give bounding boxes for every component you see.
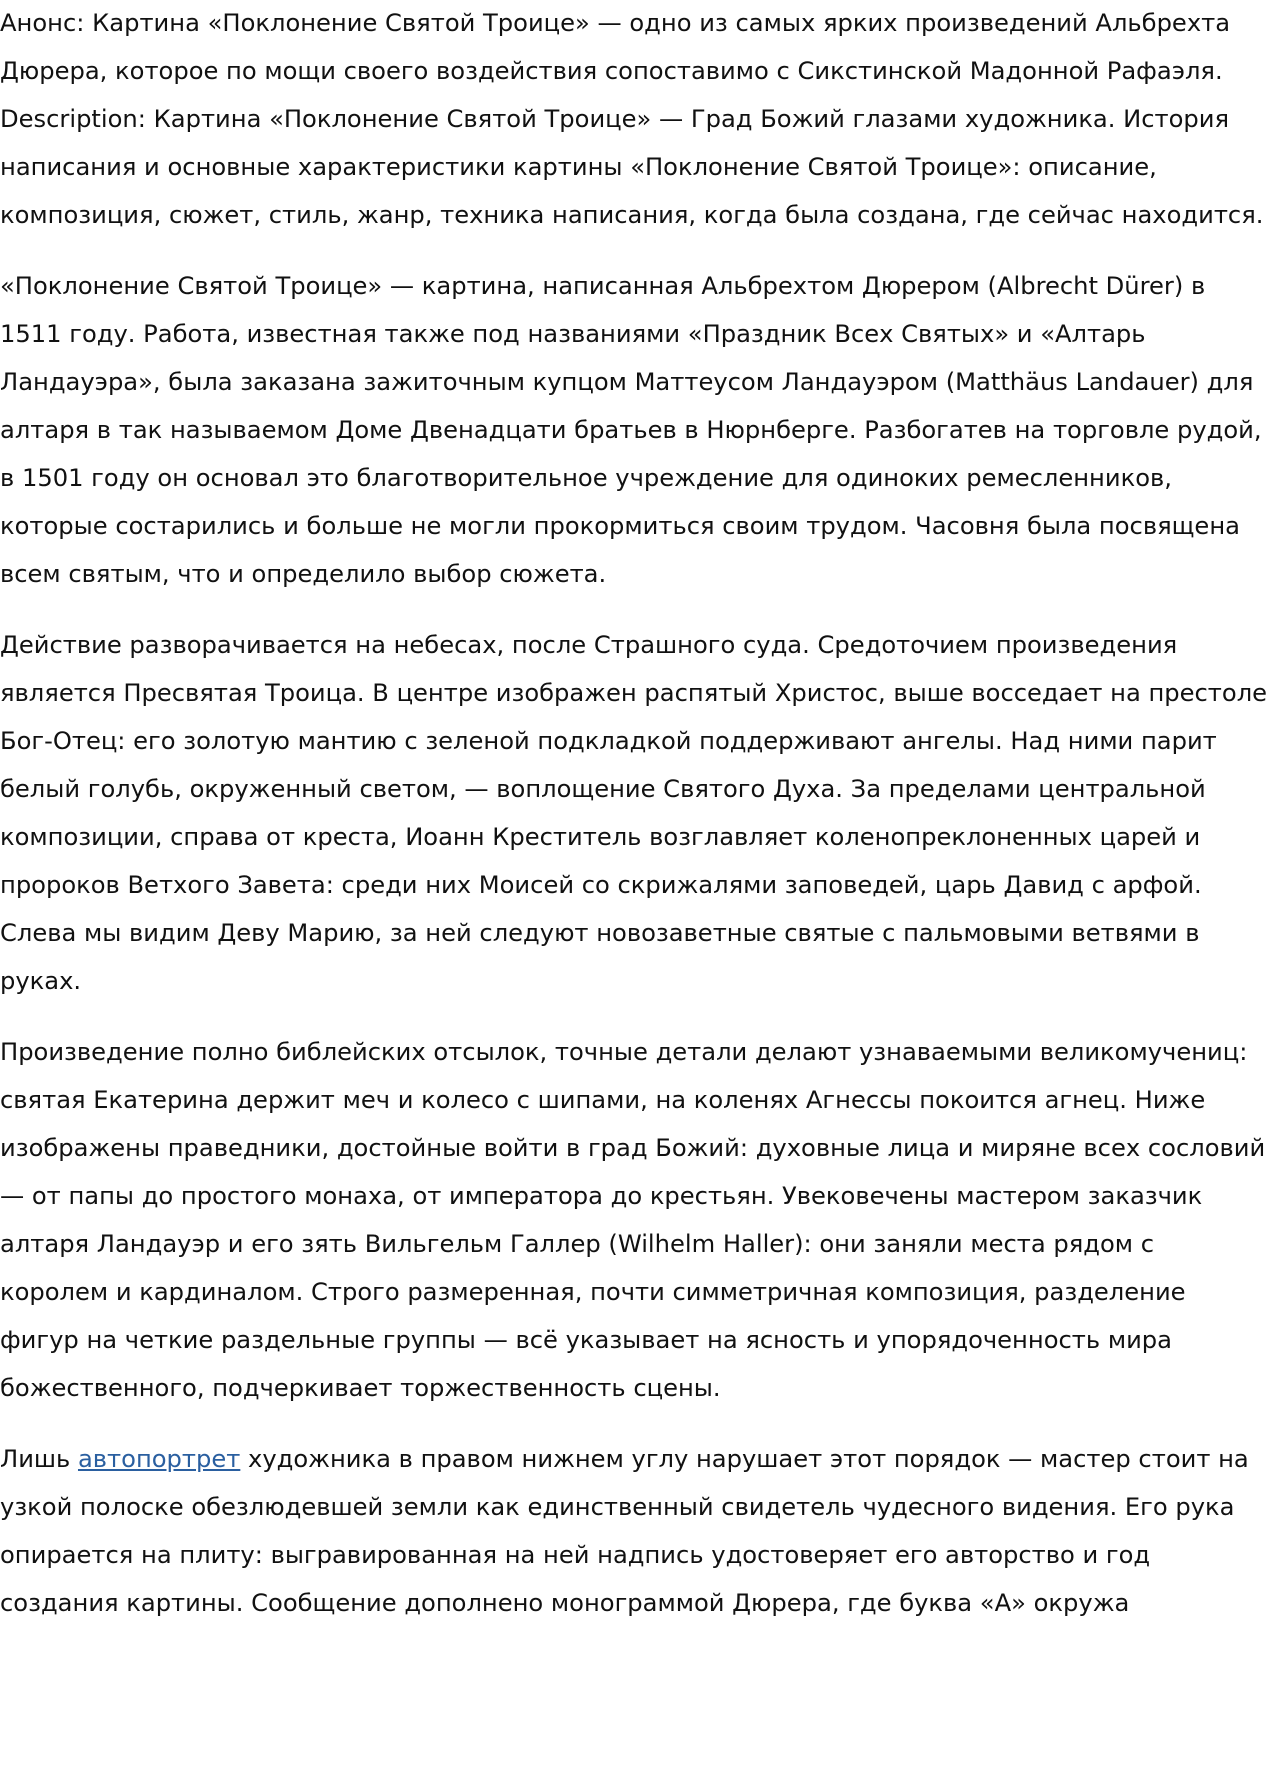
self-portrait-paragraph — [0, 1435, 1268, 1627]
details-paragraph: Произведение полно библейских отсылок, точные детали делают узнаваемыми великомучениц: святая Екатерина держит меч и колесо с шипами, на коленях Агнессы покоится агнец. Ниже изображены праведники, достойные войти в град Божий: духовные лица и миряне всех сословий — от папы до простого монаха, от императора до крестьян. Увековечены мастером заказчик алтаря Ландауэр и его зять Вильгельм Галлер (Wilhelm Haller): они заняли места рядом с королем и кардиналом. Строго размеренная, почти симметричная композиция, разделение фигур на четкие раздельные группы — всё указывает на ясность и упорядоченность мира божественного, подчеркивает торжественность сцены. — [0, 1038, 1266, 1402]
composition-paragraph: Действие разворачивается на небесах, после Страшного суда. Средоточием произведения является Пресвятая Троица. В центре изображен распятый Христос, выше восседает на престоле Бог-Отец: его золотую мантию с зеленой подкладкой поддерживают ангелы. Над ними парит белый голубь, окруженный светом, — воплощение Святого Духа. За пределами центральной композиции, справа от креста, Иоанн Креститель возглавляет коленопреклоненных царей и пророков Ветхого Завета: среди них Моисей со скрижалями заповедей, царь Давид с арфой. Слева мы видим Деву Марию, за ней следуют новозаветные святые с пальмовыми ветвями в руках. — [0, 631, 1268, 995]
history-paragraph: «Поклонение Святой Троице» — картина, написанная Альбрехтом Дюрером (Albrecht Dürer) в 1511 году. Работа, известная также под названиями «Праздник Всех Святых» и «Алтарь Ландауэра», была заказана зажиточным купцом Маттеусом Ландауэром (Matthäus Landauer) для алтаря в так называемом Доме Двенадцати братьев в Нюрнберге. Разбогатев на торговле рудой, в 1501 году он основал это благотворительное учреждение для одиноких ремесленников, которые состарились и больше не могли прокормиться своим трудом. Часовня была посвящена всем святым, что и определило выбор сюжета. — [0, 272, 1262, 588]
self-portrait-text-before: Лишь — [0, 1445, 78, 1473]
self-portrait-text-after: художника в правом нижнем углу нарушает этот порядок — мастер стоит на узкой полоске обезлюдевшей земли как единственный свидетель чудесного видения. Его рука опирается на плиту: выгравированная на ней надпись удостоверяет его авторство и год создания картины. Сообщение дополнено монограммой Дюрера, где буква «А» окружа — [0, 1445, 1249, 1617]
self-portrait-link[interactable]: автопортрет — [77, 1445, 241, 1473]
intro-paragraph: Анонс: Картина «Поклонение Святой Троице» — одно из самых ярких произведений Альбрехта Дюрера, которое по мощи своего воздействия сопоставимо с Сикстинской Мадонной Рафаэля. Description: Картина «Поклонение Святой Троице» — Град Божий глазами художника. История написания и основные характеристики картины «Поклонение Святой Троице»: описание, композиция, сюжет, стиль, жанр, техника написания, когда была создана, где сейчас находится. — [0, 9, 1264, 229]
